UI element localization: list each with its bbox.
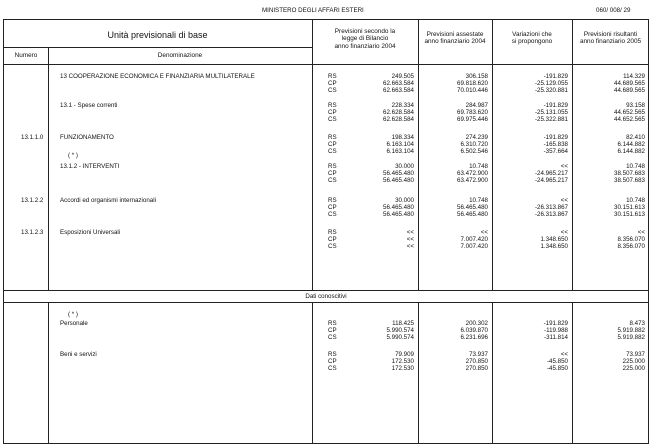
value-assestate-2004: 274.239 (465, 134, 488, 141)
value-variazioni: 1.348.650 (540, 243, 568, 250)
value-risultanti-2005: 5.919.882 (617, 327, 645, 334)
column-4-header-line: anno finanziario 2005 (579, 38, 642, 46)
denominazione-header: Denominazione (157, 52, 203, 59)
value-legge-bilancio-2004: 56.465.480 (383, 204, 414, 211)
value-assestate-2004: 63.472.900 (457, 170, 488, 177)
value-variazioni: -24.965.217 (534, 170, 568, 177)
dati-bottom-line (3, 302, 649, 303)
row-denominazione: Accordi ed organismi internazionali (60, 197, 156, 204)
row-denominazione: Beni e servizi (60, 351, 97, 358)
numero-column-line (48, 47, 49, 290)
value-risultanti-2005: 5.919.882 (617, 334, 645, 341)
row-denominazione: 13 COOPERAZIONE ECONOMICA E FINANZIARIA MULTILATERALE (60, 73, 255, 80)
value-risultanti-2005: 8.356.070 (617, 236, 645, 243)
value-legge-bilancio-2004: 62.628.584 (383, 116, 414, 123)
value-assestate-2004: << (480, 229, 488, 236)
row-denominazione: 13.1 - Spese correnti (60, 102, 118, 109)
value-assestate-2004: 56.465.480 (457, 211, 488, 218)
value-risultanti-2005: 30.151.613 (614, 204, 645, 211)
value-risultanti-2005: << (637, 229, 645, 236)
row-code: CP (328, 327, 337, 334)
value-legge-bilancio-2004: 5.990.574 (386, 334, 414, 341)
value-variazioni: -25.131.055 (534, 109, 568, 116)
value-risultanti-2005: 8.473 (629, 320, 645, 327)
row-code: CP (328, 141, 337, 148)
value-assestate-2004: 270.850 (465, 365, 488, 372)
row-code: RS (328, 197, 337, 204)
row-denominazione: Esposizioni Universali (60, 229, 121, 236)
value-variazioni: -25.322.881 (534, 116, 568, 123)
value-assestate-2004: 6.231.696 (460, 334, 488, 341)
column-3-header-line: Variazioni che (512, 31, 552, 38)
column-2-header (418, 31, 492, 46)
row-code: CP (328, 80, 337, 87)
row-numero: 13.1.2.3 (21, 229, 44, 236)
value-legge-bilancio-2004: 56.465.480 (383, 170, 414, 177)
value-legge-bilancio-2004: 6.163.104 (386, 148, 414, 155)
numero-column-line-lower (48, 302, 49, 444)
value-risultanti-2005: 44.689.565 (614, 80, 645, 87)
value-assestate-2004: 7.007.420 (460, 243, 488, 250)
column-1-header-line: legge di Bilancio (341, 35, 389, 43)
value-legge-bilancio-2004: 172.530 (391, 358, 414, 365)
value-variazioni: -191.829 (543, 102, 568, 109)
row-code: RS (328, 73, 337, 80)
row-code: RS (328, 102, 337, 109)
value-assestate-2004: 70.010.446 (457, 87, 488, 94)
row-code: CP (328, 170, 337, 177)
value-risultanti-2005: 30.151.613 (614, 211, 645, 218)
row-code: CP (328, 236, 337, 243)
value-variazioni: << (560, 351, 568, 358)
value-assestate-2004: 73.937 (469, 351, 488, 358)
row-code: RS (328, 320, 337, 327)
value-legge-bilancio-2004: 172.530 (391, 365, 414, 372)
row-code: CS (328, 177, 337, 184)
value-variazioni: -25.129.055 (534, 80, 568, 87)
column-1-header (312, 28, 418, 50)
column-3-header (492, 31, 572, 46)
value-legge-bilancio-2004: 118.425 (392, 320, 414, 327)
value-assestate-2004: 63.472.900 (457, 177, 488, 184)
value-legge-bilancio-2004: 62.663.584 (383, 80, 414, 87)
value-variazioni: -191.829 (543, 320, 568, 327)
column-1-header-line: Previsioni secondo la (334, 28, 396, 35)
column-4-header-line: Previsioni risultanti (583, 31, 638, 38)
value-legge-bilancio-2004: 79.909 (395, 351, 414, 358)
numero-header: Numero (14, 52, 38, 59)
value-risultanti-2005: 6.144.882 (617, 141, 645, 148)
value-legge-bilancio-2004: 228.334 (391, 102, 414, 109)
value-legge-bilancio-2004: 198.334 (391, 134, 414, 141)
value-legge-bilancio-2004: 56.465.480 (383, 211, 414, 218)
value-legge-bilancio-2004: << (406, 236, 414, 243)
dati-top-line (3, 290, 649, 291)
value-risultanti-2005: 73.937 (626, 351, 645, 358)
value-assestate-2004: 10.748 (469, 163, 488, 170)
row-code: RS (328, 163, 337, 170)
value-assestate-2004: 69.818.620 (457, 80, 488, 87)
value-variazioni: << (560, 163, 568, 170)
header-divider (3, 47, 312, 48)
value-risultanti-2005: 44.652.565 (614, 109, 645, 116)
row-code: CS (328, 334, 337, 341)
value-legge-bilancio-2004: 62.628.584 (383, 109, 414, 116)
value-assestate-2004: 284.987 (465, 102, 488, 109)
column-line-1-lower (312, 302, 313, 444)
value-variazioni: -45.850 (547, 365, 568, 372)
dati-conoscitivi-title: Dati conoscitivi (305, 293, 347, 300)
value-risultanti-2005: 93.158 (626, 102, 645, 109)
value-variazioni: -26.313.867 (534, 204, 568, 211)
value-variazioni: << (560, 197, 568, 204)
value-risultanti-2005: 38.507.683 (614, 170, 645, 177)
row-code: RS (328, 134, 337, 141)
unit-title: Unità previsionali di base (107, 30, 208, 40)
column-2-header-line: Previsioni assestate (426, 31, 484, 38)
row-code: RS (328, 351, 337, 358)
value-legge-bilancio-2004: 30.000 (395, 197, 414, 204)
value-assestate-2004: 306.158 (465, 73, 488, 80)
value-assestate-2004: 6.039.870 (460, 327, 488, 334)
row-code: CS (328, 148, 337, 155)
value-variazioni: -165.838 (543, 141, 568, 148)
row-code: CS (328, 365, 337, 372)
page-reference: 060/ 008/ 29 (596, 7, 631, 14)
value-variazioni: -191.829 (543, 134, 568, 141)
value-legge-bilancio-2004: 5.990.574 (386, 327, 414, 334)
value-legge-bilancio-2004: 30.000 (395, 163, 414, 170)
ministry-title: MINISTERO DEGLI AFFARI ESTERI (262, 7, 364, 14)
value-risultanti-2005: 114.329 (623, 73, 645, 80)
row-code: CP (328, 358, 337, 365)
row-numero: 13.1.2.2 (21, 197, 44, 204)
value-risultanti-2005: 225.000 (622, 358, 645, 365)
value-risultanti-2005: 8.356.070 (617, 243, 645, 250)
value-risultanti-2005: 6.144.882 (617, 148, 645, 155)
value-assestate-2004: 7.007.420 (460, 236, 488, 243)
value-assestate-2004: 6.310.720 (460, 141, 488, 148)
row-denominazione: FUNZIONAMENTO (60, 134, 114, 141)
row-numero: 13.1.1.0 (21, 134, 44, 141)
value-variazioni: -24.965.217 (534, 177, 568, 184)
value-variazioni: -311.814 (544, 334, 568, 341)
dati-note: ( * ) (68, 311, 78, 318)
value-risultanti-2005: 225.000 (622, 365, 645, 372)
column-4-header (572, 31, 649, 46)
row-code: CP (328, 204, 337, 211)
row-code: RS (328, 229, 337, 236)
value-variazioni: -191.829 (543, 73, 568, 80)
row-code: CS (328, 87, 337, 94)
row-code: CS (328, 243, 337, 250)
value-legge-bilancio-2004: << (406, 243, 414, 250)
value-variazioni: 1.348.650 (540, 236, 568, 243)
value-assestate-2004: 270.850 (465, 358, 488, 365)
row-code: CP (328, 109, 337, 116)
column-line-1 (312, 19, 313, 290)
value-assestate-2004: 69.783.620 (457, 109, 488, 116)
column-1-header-line: anno finanziario 2004 (334, 42, 396, 50)
value-assestate-2004: 56.465.480 (457, 204, 488, 211)
value-assestate-2004: 69.975.446 (457, 116, 488, 123)
value-risultanti-2005: 44.652.565 (614, 116, 645, 123)
value-risultanti-2005: 38.507.683 (614, 177, 645, 184)
value-assestate-2004: 200.302 (465, 320, 488, 327)
value-variazioni: -26.313.867 (534, 211, 568, 218)
value-risultanti-2005: 82.410 (626, 134, 645, 141)
value-legge-bilancio-2004: 56.465.480 (383, 177, 414, 184)
value-risultanti-2005: 44.689.565 (614, 87, 645, 94)
value-assestate-2004: 10.748 (469, 197, 488, 204)
value-risultanti-2005: 10.748 (626, 197, 645, 204)
header-bottom-line (3, 64, 649, 65)
value-variazioni: -357.664 (543, 148, 568, 155)
row-denominazione: 13.1.2 - INTERVENTI (60, 163, 120, 170)
value-legge-bilancio-2004: 6.163.104 (386, 141, 414, 148)
value-variazioni: -25.320.881 (534, 87, 568, 94)
value-legge-bilancio-2004: 249.505 (391, 73, 414, 80)
funzionamento-note: ( * ) (68, 152, 78, 159)
column-2-header-line: anno finanziario 2004 (424, 38, 486, 46)
row-denominazione: Personale (60, 320, 88, 327)
column-3-header-line: si propongono (511, 38, 553, 46)
value-variazioni: -119.988 (544, 327, 568, 334)
value-variazioni: << (560, 229, 568, 236)
value-assestate-2004: 6.502.546 (460, 148, 488, 155)
value-legge-bilancio-2004: << (406, 229, 414, 236)
row-code: CS (328, 211, 337, 218)
value-legge-bilancio-2004: 62.663.584 (383, 87, 414, 94)
row-code: CS (328, 116, 337, 123)
value-risultanti-2005: 10.748 (626, 163, 645, 170)
value-variazioni: -45.850 (547, 358, 568, 365)
